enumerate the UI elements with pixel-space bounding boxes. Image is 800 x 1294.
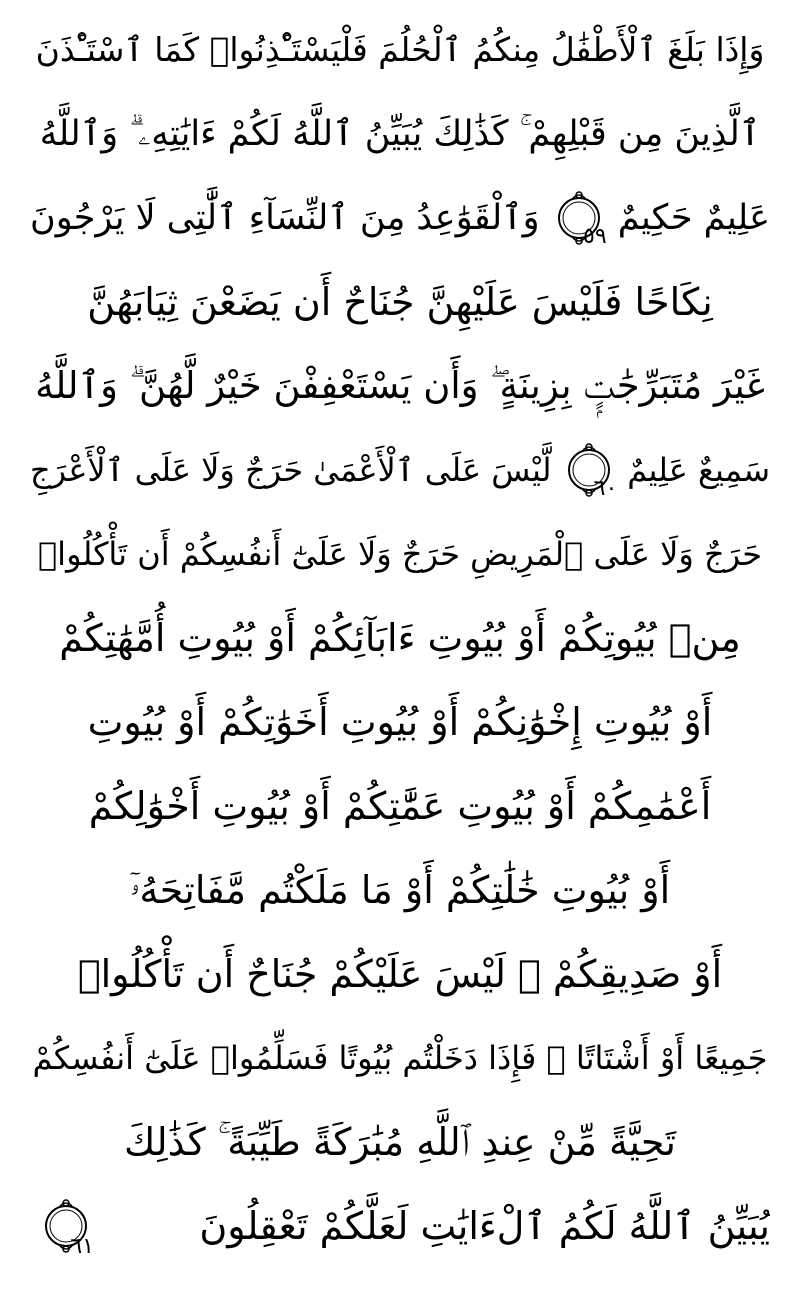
ayah-number: ٥٩ [583,224,607,249]
text-line [30,932,770,1016]
text-line [30,1016,770,1100]
verse-text: غَيْرَ مُتَبَرِّجَٰتٍۭ بِزِينَةٍ ۖ وَأَن يَسْتَعْفِفْنَ خَيْرٌ لَّهُنَّ ۗ وَٱللَّهُ [35,364,765,407]
verse-text: جَمِيعًا أَوْ أَشْتَاتًا ۚ فَإِذَا دَخَلْتُم بُيُوتًا فَسَلِّمُوا۟ عَلَىٰٓ أَنفُسِكُمْ [32,1039,768,1077]
verse-text: أَعْمَٰمِكُمْ أَوْ بُيُوتِ عَمَّٰتِكُمْ أَوْ بُيُوتِ أَخْوَٰلِكُمْ [88,784,712,828]
text-line [30,596,770,680]
verse-text: سَمِيعٌ عَلِيمٌ [627,451,770,489]
text-line [30,176,770,260]
text-line [30,260,770,344]
verse-text: وَٱلْقَوَٰعِدُ مِنَ ٱلنِّسَآءِ ٱلَّٰتِى لَا يَرْجُونَ [30,198,540,238]
text-line [30,92,770,176]
text-line [30,1184,770,1268]
verse-text: ٱلَّذِينَ مِن قَبْلِهِمْ ۚ كَذَٰلِكَ يُبَيِّنُ ٱللَّهُ لَكُمْ ءَايَٰتِهِۦ ۗ وَٱللَّهُ [39,114,761,154]
text-line [30,764,770,848]
verse-text: وَإِذَا بَلَغَ ٱلْأَطْفَٰلُ مِنكُمُ ٱلْحُلُمَ فَلْيَسْتَـْٔذِنُوا۟ كَمَا ٱسْتَـْٔذَنَ [35,30,765,69]
verse-text: أَوْ بُيُوتِ إِخْوَٰنِكُمْ أَوْ بُيُوتِ أَخَوَٰتِكُمْ أَوْ بُيُوتِ [87,700,713,744]
verse-text: حَرَجٌ وَلَا عَلَى ٱلْمَرِيضِ حَرَجٌ وَلَا عَلَىٰٓ أَنفُسِكُمْ أَن تَأْكُلُوا۟ [37,535,763,573]
text-line [30,512,770,596]
text-line [30,428,770,512]
verse-text: لَّيْسَ عَلَى ٱلْأَعْمَىٰ حَرَجٌ وَلَا عَلَى ٱلْأَعْرَجِ [30,451,552,489]
ayah-number-marker [561,442,618,501]
verse-text: مِنۢ بُيُوتِكُمْ أَوْ بُيُوتِ ءَابَآئِكُمْ أَوْ بُيُوتِ أُمَّهَٰتِكُمْ [59,616,741,660]
text-line [30,848,770,932]
text-line [30,680,770,764]
ayah-number-marker [551,190,607,249]
verse-text: يُبَيِّنُ ٱللَّهُ لَكُمُ ٱلْءَايَٰتِ لَعَلَّكُمْ تَعْقِلُونَ [199,1204,770,1248]
text-line [30,1100,770,1184]
verse-text: عَلِيمٌ حَكِيمٌ [617,198,770,238]
verse-text: تَحِيَّةً مِّنْ عِندِ ٱللَّهِ مُبَٰرَكَةً طَيِّبَةً ۚ كَذَٰلِكَ [124,1120,676,1164]
verse-text: أَوْ صَدِيقِكُمْ ۚ لَيْسَ عَلَيْكُمْ جُنَاحٌ أَن تَأْكُلُوا۟ [77,952,723,996]
verse-text: نِكَاحًا فَلَيْسَ عَلَيْهِنَّ جُنَاحٌ أَن يَضَعْنَ ثِيَابَهُنَّ [87,280,713,324]
ayah-number: ٦١ [70,1234,94,1259]
text-line [30,344,770,428]
ayah-number: ٦٠ [593,476,618,501]
text-line [30,8,770,92]
ayah-number-marker [38,1198,94,1259]
verse-text: أَوْ بُيُوتِ خَٰلَٰتِكُمْ أَوْ مَا مَلَكْتُم مَّفَاتِحَهُۥٓ [129,868,671,912]
